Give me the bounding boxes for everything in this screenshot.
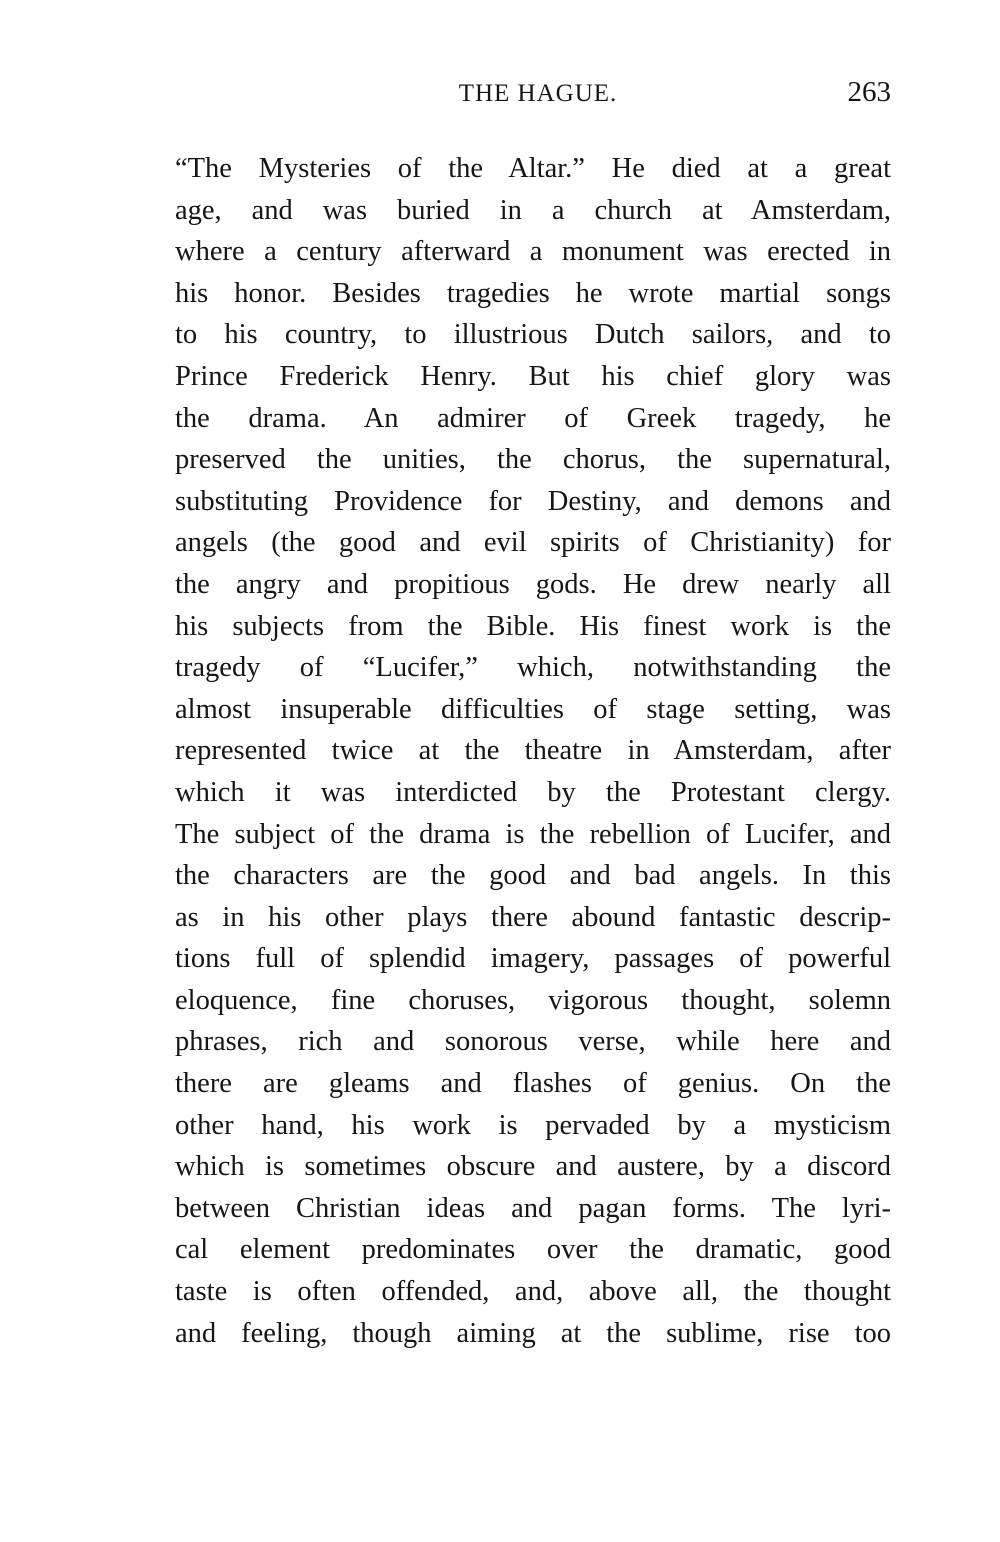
text-line — [175, 938, 891, 980]
text-line — [175, 772, 891, 814]
text-line-content: the drama. An admirer of Greek tragedy, he — [175, 402, 891, 434]
text-line-content: The subject of the drama is the rebellion of Lucifer, and — [175, 818, 891, 850]
text-line — [175, 231, 891, 273]
text-line-content: represented twice at the theatre in Amsterdam, after — [175, 735, 891, 767]
text-line-content: the angry and propitious gods. He drew nearly all — [175, 568, 891, 600]
text-line-content: angels (the good and evil spirits of Christianity) for — [175, 527, 891, 559]
text-line-content: his subjects from the Bible. His finest work is the — [175, 610, 891, 642]
text-line — [175, 897, 891, 939]
text-line — [175, 1021, 891, 1063]
text-line — [175, 606, 891, 648]
text-line — [175, 855, 891, 897]
text-line-content: the characters are the good and bad angels. In this — [175, 860, 891, 892]
text-line-content: tragedy of “Lucifer,” which, notwithstanding the — [175, 652, 891, 684]
running-head — [175, 76, 891, 116]
text-line-content: Prince Frederick Henry. But his chief glory was — [175, 360, 891, 392]
text-line-content: there are gleams and flashes of genius. On the — [175, 1068, 891, 1100]
text-line — [175, 398, 891, 440]
text-line — [175, 1313, 891, 1355]
text-line-content: his honor. Besides tragedies he wrote martial songs — [175, 277, 891, 309]
running-head-title: THE HAGUE. — [458, 80, 618, 107]
text-line-content: eloquence, fine choruses, vigorous thought, solemn — [175, 984, 891, 1016]
text-line — [175, 1146, 891, 1188]
text-line — [175, 356, 891, 398]
text-line-content: and feeling, though aiming at the sublime, rise too — [175, 1317, 891, 1349]
text-line — [175, 1105, 891, 1147]
text-line-content: substituting Providence for Destiny, and demons and — [175, 485, 891, 517]
text-line-content: as in his other plays there abound fantastic descrip- — [175, 901, 891, 933]
text-line-content: to his country, to illustrious Dutch sailors, and to — [175, 319, 891, 351]
text-line — [175, 564, 891, 606]
text-line — [175, 689, 891, 731]
text-line — [175, 273, 891, 315]
text-line-content: which is sometimes obscure and austere, by a discord — [175, 1151, 891, 1183]
text-line-content: tions full of splendid imagery, passages of powerful — [175, 943, 891, 975]
text-line-content: “The Mysteries of the Altar.” He died at a great — [175, 153, 891, 184]
text-line-content: phrases, rich and sonorous verse, while here and — [175, 1026, 891, 1058]
text-line-content: where a century afterward a monument was erected in — [175, 236, 891, 268]
text-line-content: cal element predominates over the dramatic, good — [175, 1234, 891, 1266]
text-line-content: almost insuperable difficulties of stage setting, was — [175, 693, 891, 725]
text-line — [175, 1063, 891, 1105]
text-line-content: taste is often offended, and, above all, the thought — [175, 1276, 891, 1308]
text-line-content: preserved the unities, the chorus, the supernatural, — [175, 444, 891, 476]
text-line — [175, 481, 891, 523]
text-line-content: between Christian ideas and pagan forms. The lyri- — [175, 1192, 891, 1224]
body-text — [175, 148, 891, 1354]
text-line — [175, 148, 891, 190]
page-number: 263 — [847, 76, 891, 108]
text-line — [175, 1271, 891, 1313]
text-line-content: other hand, his work is pervaded by a mysticism — [175, 1109, 891, 1141]
text-line — [175, 522, 891, 564]
text-line — [175, 647, 891, 689]
text-line — [175, 314, 891, 356]
text-line — [175, 814, 891, 856]
text-line-content: age, and was buried in a church at Amsterdam, — [175, 194, 891, 226]
text-line — [175, 1188, 891, 1230]
text-line-content: which it was interdicted by the Protestant clergy. — [175, 776, 891, 808]
text-line — [175, 1229, 891, 1271]
text-line — [175, 439, 891, 481]
text-line — [175, 190, 891, 232]
text-line — [175, 980, 891, 1022]
text-line — [175, 730, 891, 772]
